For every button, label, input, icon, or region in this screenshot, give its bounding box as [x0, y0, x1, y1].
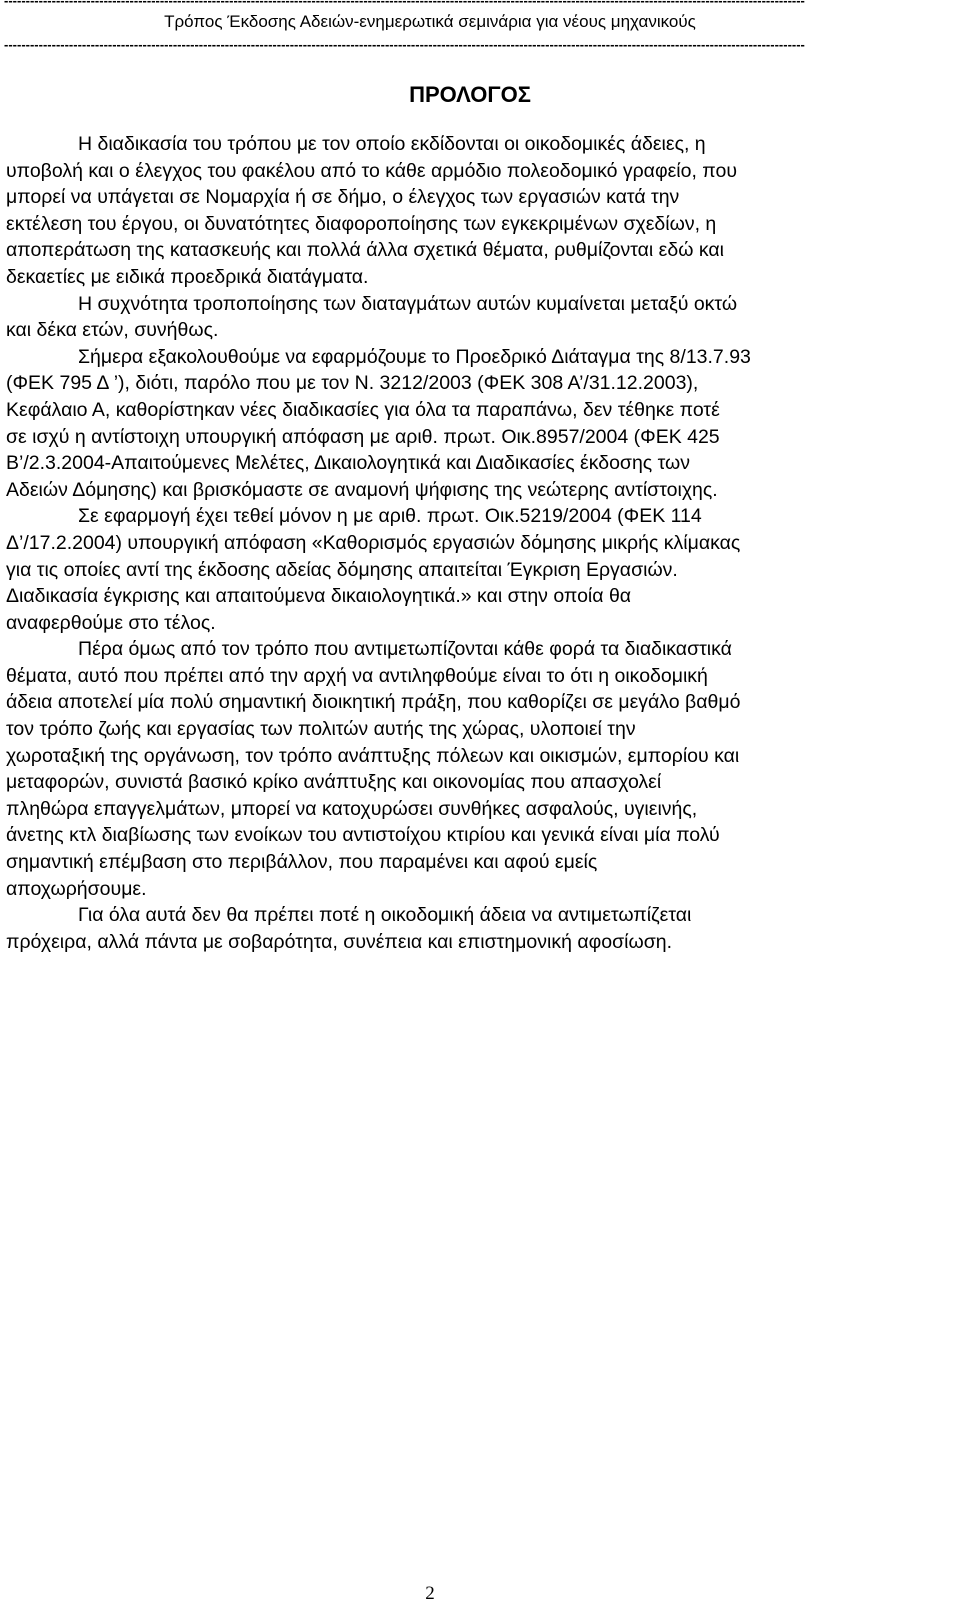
running-header-title: Τρόπος Έκδοσης Αδειών-ενημερωτικά σεμινάρια για νέους μηχανικούς	[164, 12, 696, 31]
text-line: Η συχνότητα τροποποίησης των διαταγμάτων αυτών κυμαίνεται μεταξύ οκτώ	[78, 292, 738, 315]
text-line: αποπεράτωση της κατασκευής και πολλά άλλα σχετικά θέματα, ρυθμίζονται εδώ και	[6, 239, 724, 262]
header-rule-top: -----------------------------------------------------------------------------------------------------------------------------------------------------------------------------------------	[4, 0, 805, 8]
text-line: μπορεί να υπάγεται σε Νομαρχία ή σε δήμο, ο έλεγχος των εργασιών κατά την	[6, 186, 680, 209]
paragraph	[6, 344, 926, 504]
paragraph	[6, 503, 926, 636]
text-line: Β’/2.3.2004-Απαιτούμενες Μελέτες, Δικαιολογητικά και Διαδικασίες έκδοσης των	[6, 452, 691, 475]
text-line: πρόχειρα, αλλά πάντα με σοβαρότητα, συνέπεια και επιστημονική αφοσίωση.	[6, 930, 673, 953]
paragraph	[6, 902, 926, 955]
text-line: (ΦΕΚ 795 Δ ’), διότι, παρόλο που με τον Ν. 3212/2003 (ΦΕΚ 308 Α’/31.12.2003),	[6, 372, 699, 395]
paragraph	[6, 291, 926, 344]
text-line: και δέκα ετών, συνήθως.	[6, 319, 219, 342]
text-line: Κεφάλαιο Α, καθορίστηκαν νέες διαδικασίες για όλα τα παραπάνω, δεν τέθηκε ποτέ	[6, 398, 720, 421]
text-line: σημαντική επέμβαση στο περιβάλλον, που παραμένει και αφού εμείς	[6, 851, 598, 874]
text-line: εκτέλεση του έργου, οι δυνατότητες διαφοροποίησης των εγκεκριμένων σχεδίων, η	[6, 212, 717, 235]
text-line: Για όλα αυτά δεν θα πρέπει ποτέ η οικοδομική άδεια να αντιμετωπίζεται	[78, 904, 692, 927]
text-line: για τις οποίες αντί της έκδοσης αδείας δόμησης απαιτείται Έγκριση Εργασιών.	[6, 558, 678, 581]
text-line: Η διαδικασία του τρόπου με τον οποίο εκδίδονται οι οικοδομικές άδειες, η	[78, 133, 706, 155]
text-line: αναφερθούμε στο τέλος.	[6, 611, 216, 634]
text-line: Δ’/17.2.2004) υπουργική απόφαση «Καθορισμός εργασιών δόμησης μικρής κλίμακας	[6, 531, 741, 554]
page-title: ΠΡΟΛΟΓΟΣ	[409, 82, 531, 107]
text-line: χωροταξική της οργάνωση, τον τρόπο ανάπτυξης πόλεων και οικισμών, εμπορίου και	[6, 744, 740, 767]
text-line: δεκαετίες με ειδικά προεδρικά διατάγματα.	[6, 265, 369, 288]
text-line: υποβολή και ο έλεγχος του φακέλου από το κάθε αρμόδιο πολεοδομικό γραφείο, που	[6, 159, 737, 182]
text-line: άδεια αποτελεί μία πολύ σημαντική διοικητική πράξη, που καθορίζει σε μεγάλο βαθμό	[6, 691, 741, 714]
text-line: Σήμερα εξακολουθούμε να εφαρμόζουμε το Προεδρικό Διάταγμα της 8/13.7.93	[78, 345, 751, 368]
text-line: θέματα, αυτό που πρέπει από την αρχή να αντιληφθούμε είναι το ότι η οικοδομική	[6, 664, 708, 687]
text-line: Σε εφαρμογή έχει τεθεί μόνον η με αριθ. πρωτ. Οικ.5219/2004 (ΦΕΚ 114	[78, 505, 702, 528]
text-line: Αδειών Δόμησης) και βρισκόμαστε σε αναμονή ψήφισης της νεώτερης αντίστοιχης.	[6, 478, 718, 501]
text-line: τον τρόπο ζωής και εργασίας των πολιτών αυτής της χώρας, υλοποιεί την	[6, 718, 636, 741]
paragraph	[6, 131, 926, 291]
text-line: Πέρα όμως από τον τρόπο που αντιμετωπίζονται κάθε φορά τα διαδικαστικά	[78, 638, 732, 661]
header-rule-bottom: -----------------------------------------------------------------------------------------------------------------------------------------------------------------------------------------	[4, 38, 805, 52]
text-line: πληθώρα επαγγελμάτων, μπορεί να κατοχυρώσει συνθήκες ασφαλούς, υγιεινής,	[6, 797, 698, 820]
body-text	[6, 131, 926, 955]
paragraph	[6, 636, 926, 902]
page-number: 2	[425, 1583, 435, 1604]
text-line: Διαδικασία έγκρισης και απαιτούμενα δικαιολογητικά.» και στην οποία θα	[6, 585, 632, 608]
text-line: άνετης κτλ διαβίωσης των ενοίκων του αντιστοίχου κτιρίου και γενικά είναι μία πολύ	[6, 824, 720, 847]
text-line: μεταφορών, συνιστά βασικό κρίκο ανάπτυξης και οικονομίας που απασχολεί	[6, 771, 662, 794]
text-line: σε ισχύ η αντίστοιχη υπουργική απόφαση με αριθ. πρωτ. Οικ.8957/2004 (ΦΕΚ 425	[6, 425, 720, 448]
text-line: αποχωρήσουμε.	[6, 877, 147, 900]
